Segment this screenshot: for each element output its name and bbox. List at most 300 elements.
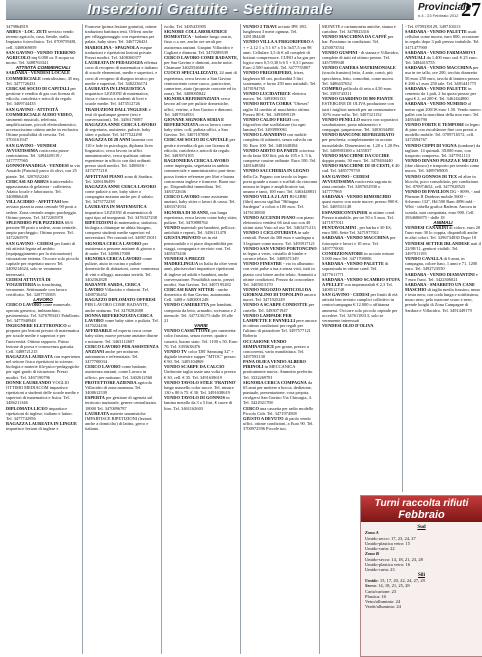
classified-ad	[85, 174, 159, 184]
classified-ad	[164, 225, 238, 235]
ad-headline: PENTAVOLMINI	[322, 225, 357, 231]
ad-headline: SAN GAVINO - VENDO TERRENO AGRICOLO	[6, 49, 76, 60]
classified-ad	[164, 210, 238, 225]
ad-headline: VENDO VILLA 2 LATI	[243, 194, 289, 200]
column-divider	[402, 24, 403, 492]
classified-ad	[322, 323, 400, 328]
ad-text: mq 6.000 ca. 8 acqua su morto. Tel. 3488763341	[6, 54, 74, 66]
ad-headline: VENDO LAMPADE PER LAMPETTE E PANNELLI	[243, 312, 296, 323]
classified-ad	[164, 194, 238, 209]
ad-headline: SARDARA - VENDO MACCHINA	[322, 235, 389, 241]
ad-headline: BADANTE SARDA, CERCA LAVORO	[85, 281, 141, 292]
classified-ad	[322, 34, 400, 49]
schedule-days: : 15, 17, 20, 22, 24, 27, 29	[377, 577, 425, 583]
classified-ad	[322, 50, 400, 65]
schedule-days: Umido-plastica vetro: 16	[365, 562, 410, 568]
ad-text: fruttivendolo appassionata di gelateria - caffetteria. Adatto locale e laboratorio. Tel. 3408866449	[6, 178, 73, 200]
ad-text: 24 anni di esperienza, cerca lavoro a San Gavino centrooriente come cuoco, pasticciere, cameriere, aiuto (proposte concrete ed in zona). Tel. 3408005842	[164, 70, 237, 97]
ad-headline: VENDO PENELLO	[322, 116, 360, 122]
ad-text: laureata con 110 e lode in psicologia, diploma liceo linguistico, cerca lavoro in uffici amministrativi, cerca qualsiasi ottime esperienze in ufficio con dati ordinati presso studi medici. Tel. 3488416 - 3473777218	[85, 137, 153, 174]
classified-ad	[243, 39, 317, 70]
schedule-days: Verde/alluminio: 24	[365, 604, 401, 610]
ad-text: esegue traduzioni e ripetizioni lezioni private. Prezzi modici. Tel. 3408360377	[85, 44, 153, 60]
ad-text: al metro ogni 200/1€ euro 1.50. Vendo nuovo pallet con la macchina della mia euro. Tel. 3485446790	[405, 101, 481, 122]
ad-text: in sale centrali. Prezzi da 300 euro e sardegna a 3 legature come nuovo. Tel. 3493917121	[243, 230, 315, 246]
classified-ad	[164, 349, 238, 364]
ad-text: per pescheria, completamente in acciaio inossidabile. Dimensioni m. 1,20 x 1.20 Per. Tel. 3408903300 o 3455037	[322, 137, 400, 153]
classified-ad	[164, 70, 238, 96]
classified-ad	[85, 380, 159, 395]
ad-text: impartisce lezioni di inglese e	[6, 426, 59, 432]
ad-headline: CERCASI AD ARBUS	[6, 178, 49, 184]
ad-text: per gestione e vendita di gas con licenza di edicola, cartoleria e articoli da regalo. Tel. 3409744435	[6, 85, 76, 107]
ad-text: rosticceria sagrata in zona centrale. Tel. 3487652930 o 347777965	[322, 178, 392, 194]
ad-text: per limiti di età attività legata ad ambito (equipaggiamento per la ristorazione) ristorazione esterna. Occorre solo piccolo capitale per rispettato nuovo Tel. 3409214624, solo se veramente interessati.	[6, 240, 80, 277]
ad-headline: DONNA REFERENZIATA CERCA LAVORO	[85, 312, 153, 323]
ad-text: in ottime cond. Prezzo trattabile, per tre 50 x 5 euro. Tel. 3471977011	[322, 209, 396, 225]
classified-ad	[6, 107, 80, 143]
ad-text: ivolto. Tel. 3485433905	[164, 24, 207, 29]
ad-headline: VENDO GUSPINI	[322, 49, 358, 55]
page-number: 27	[461, 0, 481, 21]
ad-headline: VENDO MACCHINE DA CUCIRE	[322, 152, 390, 158]
classified-ad	[164, 117, 238, 138]
ad-headline: VENDO SAN VENDO PORTONCINO	[243, 245, 317, 251]
ad-text: - badante luogo orario, fisso o a ore, anche ore serali per assistenza anziani. Guspini Villacidro e Cagliari e dintorni. Tel. 3470289339	[164, 34, 234, 55]
ad-text: lungo massello color nocce. Tel. misure 130 x 80 h 75. € 30. Tel. 3491638619	[164, 384, 234, 396]
ad-headline: RAGAZZA ANNE CERCA LAVORO	[85, 183, 157, 189]
ad-headline: VENDO FINESTRE	[243, 261, 282, 267]
ad-headline: ARBUS - LOC. ZETI	[6, 29, 47, 35]
classified-ad	[322, 65, 400, 86]
ad-text: in MECCANICA praticamente nuova. Ammetto preferito. Tel. 3332269781	[243, 364, 314, 380]
column-3	[164, 24, 238, 654]
classified-ad	[85, 24, 159, 45]
ad-text: "Obesez" taglia 34 cambio al maschietto ottimo. Prezzo 80 €. Tel. 3493899119	[243, 101, 311, 117]
ad-text: sciorissa in da fasia 300 litri, più da 105 e 3. 5 lt, comprese cassine ordinate. Euro 100. Tel. 3481648384	[243, 147, 317, 169]
schedule-days: : 14, 18, 21, 25, 28	[375, 583, 410, 589]
ad-text: per assistenza a persone anziane di giorno o di notte. Tel. 3488617000	[85, 240, 156, 256]
ad-headline: TRADUZIONI DALL'INGLESE	[85, 106, 148, 112]
ad-headline: VENDO LAVANDINO	[243, 132, 286, 138]
ad-headline: VENDO BOTTA CORBA	[243, 101, 292, 107]
ad-text: impartisce LEZIONI di matematica, fisica e chimica a studenti di licei e scuole medie. Tel. 3473512726	[85, 91, 149, 107]
classified-ad	[243, 380, 317, 406]
ad-headline: LAUREATA IN MATEMATICA	[85, 204, 147, 210]
ad-text: in legno a vetro, cristallo di bimbe e cornice telaio. Tel. 3408371349	[243, 250, 307, 262]
classified-ad	[322, 251, 400, 261]
classified-ad	[243, 215, 317, 230]
classified-ad	[243, 132, 317, 147]
ad-text: come assistente anziani, baby sitter o lavori di cassa. Tel. 3483374934	[164, 194, 236, 210]
section-heading: LAVORO	[33, 297, 53, 303]
ad-text: A + + 2,12 1 x 5 1 67 x 5 h 3x57,5 cm 98 anni. Cellulare 3,5 tlt € all completi di bottoni compressore. CUBO a ha gas per logico euro 0,5 0,30 h 6 5 + 0,3 l prezzo Euro 2.500 trattabili. Tel. 3477755807	[243, 39, 316, 71]
classified-ad	[243, 70, 317, 91]
ad-text: - vio in alluminio con vetri pulse a tua a senza visti, tutti in pianto così bitree anche telaio. Ammetti a ottime condizioni. Prezzo da concordare. Tel. 3405813170	[243, 261, 317, 287]
ad-text: Villacidro e dintorni. Tel. 3488736452	[85, 286, 149, 298]
column-5	[322, 24, 400, 490]
ad-headline: PROTETTORE AZIENDA	[85, 379, 137, 385]
classified-ad	[322, 163, 400, 173]
ad-headline: SARDARA - VENDO SCAMBIO STUFA A PELLET	[322, 276, 400, 287]
ad-text: BI-LIBRI (libri) ancora sigillati "Bilingua Sardegna" a colori a 100 euro. Tel. 3476130830	[243, 194, 307, 215]
ad-text: 60/4 persone 90 posti a sedere, zona centrale, ampio parcheggio. Ottimo prezzo. Tel. 3472265970	[6, 219, 77, 241]
ad-headline: VENDO CAMERETTA	[164, 302, 210, 308]
classified-ad	[243, 117, 317, 132]
ad-headline: SAN GAVINO - VENDESI AVVIATISSIMA	[6, 142, 57, 153]
classified-ad	[85, 204, 159, 219]
classified-ad	[85, 86, 159, 107]
classified-ad	[164, 29, 238, 55]
column-divider	[161, 24, 162, 654]
classified-ad	[6, 323, 80, 354]
classified-ad	[6, 406, 80, 421]
ad-text: con piano elettronico vendesi 66 tasti uso con 40 ottimi stato Vaso ad uso Tel. 3463471213	[243, 214, 316, 231]
ad-text: per cameretta: color frassino, senza rovere, quattro cassetti, buono stato. Tel. 1100 x 50. Euro 70. Tel. 3393638476	[164, 328, 238, 349]
classified-ad	[322, 194, 400, 209]
ad-text: pellicola di seta a 4,50 euro. Tel. 3393743311	[322, 85, 393, 97]
classified-ad	[243, 148, 317, 169]
turni-month: Febbraio	[398, 509, 445, 521]
ad-headline: SIGNORA REFERENZIATA	[164, 96, 220, 102]
classified-ad	[85, 328, 159, 343]
ad-text: effettua corsi di recupero di matematica e italiano di scuole elementari, medie e superiori, e corsi di recupero di disegno tecnico per medie e superiori. Tel. 3482236174	[85, 60, 158, 86]
classified-ad	[6, 354, 80, 380]
schedule-days: Umido-carta: 23	[365, 567, 395, 573]
ad-text: in acciaio misure 5.000 euro Tel. 3471700006	[322, 250, 395, 262]
classified-ad	[322, 153, 400, 163]
ad-text: per bar. Possiamo in condizioni. Tel. 3250073554	[322, 34, 394, 50]
classified-ad	[85, 282, 159, 297]
zone-heading: Sud	[417, 525, 426, 530]
ad-headline: SARDARA - VENDO DIAMANTINI	[405, 271, 475, 277]
ad-headline: VENDO TV	[164, 348, 187, 354]
classified-ad	[85, 297, 159, 312]
ad-headline: VENDESI OLIO D'OLIVA	[322, 323, 374, 329]
column-6	[405, 24, 481, 492]
classified-ad	[85, 364, 159, 379]
classified-ad	[322, 174, 400, 195]
classified-ad	[405, 50, 481, 65]
classified-ad	[322, 86, 400, 96]
ad-text: come pulizie, aiuto in cucina o pulizie domestiche di abitazioni, come commessa di vini e alloggi, massima serietà. Tel. 3402362828	[85, 256, 159, 282]
ad-text: - anche domestico di San Gavino, automunita. Cell. 3408 e 3483001248	[164, 286, 232, 303]
ad-text: anche notturno. Tel. 3478282688	[85, 307, 144, 313]
ad-text: da 1.400 euro cad. € 25 euro. Tel. 3484415755	[405, 54, 478, 66]
classified-ad	[6, 29, 80, 50]
schedule-label: Umido	[365, 577, 378, 583]
classified-ad	[322, 277, 400, 292]
ad-headline: SARDARA - SMARRITO UN CANE MASCHIO	[405, 281, 475, 292]
ad-headline: GIOVANE SIGNORA SERIA E REFERENZIATA	[164, 116, 225, 127]
classified-ad	[6, 143, 80, 164]
ad-headline: VILLACIDRO - AFFITTASI	[6, 199, 62, 205]
schedule-label: Zona B	[365, 551, 379, 557]
ad-headline: PANA OLIEA VENDO ALBERO PIRINOLI	[243, 359, 306, 370]
page-header	[0, 0, 482, 22]
schedule-days: Vetro/alluminio: 24	[365, 599, 401, 605]
ad-headline: VENDO CASSETTONE	[164, 328, 211, 334]
schedule-days: Umido-secco: 14, 18, 21, 23, 28	[365, 556, 423, 562]
ad-headline: VENDESI SETTER IRLANDESE	[405, 240, 470, 246]
classified-ad	[6, 421, 80, 431]
ad-headline: VENDESI CANARINI	[405, 225, 449, 231]
ad-text: per San Gavino e dintorni, anche notte. Chiamare 3402554660	[164, 60, 233, 71]
ad-text: con impermeabili € 2,3 Tel. 3408512748	[322, 281, 393, 292]
ad-headline: VENDO CAMERA MATRIMONIALE	[322, 65, 396, 71]
ad-headline: RAGAZZA ANNE CERCA LAVORO	[85, 121, 157, 127]
ad-text: € 40 cad. Tel. 3485779750	[322, 163, 400, 174]
ad-headline: MARIOLINA - SPAGNOLA	[85, 44, 140, 50]
ad-headline: DONNE LAUREANDO	[6, 379, 52, 385]
ad-text: materiali per bambini, pellicce, antichità e reperti, Tel. 3456111478	[164, 225, 236, 236]
section-heading: ANIMALI	[433, 219, 453, 225]
ad-text: materie umanistiche IMPARTISCE RIPETIZIONI	[85, 410, 146, 421]
ad-headline: SPLENDIDO PUB PIZZERIA	[6, 219, 64, 225]
classified-ad	[243, 339, 317, 360]
ad-text: con lunga esperienza, cerca lavoro come baby sitter, pulizie. Tel. 3470888764	[164, 209, 238, 225]
ad-text: e testi di qualunque genere (tesi e conversazioni). Tel. 3456170087	[85, 106, 151, 122]
ad-headline: SIGNORA CERCA LAVORO	[85, 256, 142, 262]
ad-headline: DIPLOMATA LICEO	[6, 405, 48, 411]
ad-text: VOGLIO OTTIMO MEDIACOM	[6, 379, 70, 390]
ad-text: frizer, larghezza 60 cm, profondità 5 litri scatenante, e forno 250 mm trattabili. Tel. 3478194765	[243, 70, 317, 91]
ad-headline: CERCO LAVORO COME BADANTE,	[164, 54, 238, 60]
classified-ad	[164, 380, 238, 395]
ad-text: come manovale, operaio generico, imbianchino, pavimentista. Tel. 3476789431 Pabillonis. Tel. 3477940948	[6, 302, 80, 323]
section-heading: ATTIVITÀ COMMERCIALI	[15, 65, 71, 71]
classified-ad	[322, 117, 400, 132]
ad-text: color 'DB' Samsung 32'' + digitale terrestre supper "MTOC" prezzo € 90. Tel. 3405104869	[164, 348, 236, 365]
classified-ad	[164, 364, 238, 379]
ad-headline: RAGAZZA LAUREATA	[6, 354, 53, 359]
ad-headline: VENDESI A PREZZI MADRELINGUA	[164, 256, 205, 267]
classified-ad	[85, 184, 159, 205]
classified-ad	[164, 302, 238, 323]
ad-headline: CERCO LAVORO	[6, 302, 42, 308]
ad-headline: LAUREATA IN PEDAGOGIA	[85, 60, 143, 66]
classified-ad	[85, 60, 159, 86]
ad-text: ancora nuovi. Tel. 3471925249	[243, 292, 316, 303]
schedule-days: Umido-plastica vetro: 15	[365, 540, 410, 546]
classified-ad	[405, 241, 481, 256]
ad-headline: SIGNORE COLLABORATRICE DOMESTICA	[164, 29, 228, 40]
ad-text: sei in età pensionabile e ti piace disponibilità per viaggi, compagnia e servizio vari. Tel. 3485373436	[164, 235, 233, 256]
ad-text: 3479864819	[6, 24, 28, 29]
turni-schedule	[365, 525, 478, 610]
classified-ad	[6, 86, 80, 107]
ad-text: (scuola frassino) letto, 4 ante, comò, più specchiera, letto, comodini, come nuova. Tel. 3486437652	[322, 70, 394, 86]
ad-headline: SARDARA - VENDESI LOCALE COMMERCIALE	[6, 70, 70, 81]
classified-ad	[6, 179, 80, 200]
schedule-days: Plastica: 16	[365, 593, 386, 599]
ad-text: per gestione di agenzia sul territorio nazionale, genere centralizzato. 18000 Tel. 3470896787	[85, 395, 158, 411]
ad-headline: VENDO GIARDINO DI 800 PIANTE	[322, 96, 394, 102]
ad-text: impartisce ripetizioni di inglese, italiano e latino. Tel. 3477742956	[6, 405, 73, 421]
schedule-label: Secco	[365, 583, 376, 589]
ad-headline: SARDARA - VENDO NUMERO	[405, 101, 467, 107]
ad-headline: SARDARA - VENDO RIMORCHIO	[322, 194, 392, 200]
ad-headline: VENDO SCARPE DA CALCIO	[164, 364, 225, 370]
ad-headline: VENDO FORTE E TEMPORE	[405, 121, 465, 127]
column-1	[6, 24, 80, 654]
classified-ad	[164, 328, 238, 349]
classified-ad	[405, 29, 481, 50]
classified-ad	[405, 272, 481, 282]
classified-ad	[405, 174, 481, 189]
ad-text: servizio vendo terreno agricolo, casa, fienile, stalla. Impianto fotovoltaico. Tel. 070975948l, cell. 3408069059	[6, 29, 77, 50]
classified-ad	[243, 302, 317, 312]
ad-text: ESTERGINE DI OLIVA produzione con tutti i migliori metodi per un consumatore 10/% euro-rollo. Tel. 3407321152	[322, 101, 396, 117]
ad-headline: GIUSTA PRIVATO	[164, 235, 201, 241]
schedule-days: Carta/cartone: 23	[365, 588, 397, 594]
classified-ad	[6, 50, 80, 65]
ad-headline: GIUSTO A DEVUTO	[243, 415, 284, 421]
ad-text: quasi nuovo con ruote nuove, prezzo 900 €. Tel. 3469311148	[322, 199, 399, 210]
ad-text: cerca lavoro ad ore per pulizie domestiche, uffici, vetrine, a San Gavino e dintorni. Tel. 3487034933	[164, 96, 233, 117]
ad-text: di 6 anni, in campagna, colore baio, 1 anni e 71. 1200 euro. Tel. 3492723550	[405, 256, 478, 272]
classified-ad	[85, 241, 159, 256]
ad-text: per usa in tre tallo, ore 200, torchio dianzetto 50 euro 250 euro, tavola di lamiera prezzo € 200 x1 euro 250 tale. Tel. 3481441775	[405, 65, 480, 86]
classified-ad	[243, 416, 317, 431]
classified-ad	[243, 261, 317, 287]
ad-text: di colore, euro 20 l'uno euro 30 lo coppia, disponibili anche in altri colori. Tel. 3296734830 Dopo 18	[405, 225, 481, 241]
classified-ad	[405, 189, 481, 220]
classified-ad	[164, 235, 238, 256]
ad-headline: SAN GAVINO - CEDESI AVVIATISSIMA	[322, 173, 370, 184]
ad-text: per grano, prezzo a concorrenti, vario manifattura. Tel. 3497593130	[243, 343, 309, 359]
ad-text: di taglia media frassino, muso e testa nera, con coda lunga e sottilissima, muso nero, pelo marrone scuro e nero, prende luoghi di Zona Campagne di Sardara e Villacidro. Tel. 3491449179	[405, 286, 481, 313]
classified-ad	[6, 163, 80, 178]
ad-text: di soprastrada in ottime cond. Tel. 3477611771	[322, 261, 389, 277]
ad-text: cerca lavoro come baby sitter, colf, pulizia uffici, a San Gavino. Tel. 3407107888	[164, 121, 232, 138]
classified-ad	[243, 406, 317, 416]
ad-text: come impiegata, segretaria in ambito commerciale e amministrativo part-time, possa fornire referenze per libri e buona conoscenza inglese e francese. Buon uso pc. Disponibilità immediata. Tel. 3483722636	[164, 163, 236, 194]
ad-text: in Italia da oltre venti anni, plurisecolari impartisce ripetizioni di inglese ad adulti e bambini, anche conversazione. Possibilità orario, prezzi modici. San Gavino. Tel. 3407195282	[164, 261, 238, 287]
ad-headline: AFFITTASI PIANO	[85, 173, 124, 179]
ad-headline: SIGNORA CERCA LAVORO	[85, 240, 142, 246]
classified-ad	[85, 220, 159, 241]
ad-text: si propone per lezioni private di matematica per scuole medie e superiori e per l'università. Ottimo rapporto. Primo lezione di prova e conoscenza gratuita. Cell. 3488721215	[6, 323, 80, 354]
classified-ad	[405, 86, 481, 101]
ad-text: per bambini, composta da letto, armadio, scrivania e 2 mensole. Tel. 3477236175 dalle 18 alle 21	[164, 302, 236, 323]
page-title: Inserzioni Gratuite - Settimanale	[87, 1, 333, 18]
classified-ad	[405, 143, 481, 158]
ad-headline: SAN GAVINO - CEDESI	[6, 240, 54, 246]
classified-ad	[405, 122, 481, 143]
ad-text: anche per notturne, automunita e referenziata. Tel. 3477700034	[85, 348, 139, 365]
classified-ad	[6, 277, 80, 298]
classified-ad	[322, 96, 400, 117]
ad-text: di matematica, statistica, biologia a chiunque ne abbia bisogno, compresi studenti medie superiori ed universitari. Per contatti tel. 3488715011	[85, 219, 158, 241]
ad-headline: VENDO DI PAVILION	[405, 189, 449, 194]
classified-ad	[243, 313, 317, 339]
column-4	[243, 24, 317, 654]
ad-headline: SARDARA - VENDO PALETTE	[405, 85, 467, 91]
ad-headline: RIPETIZIONI	[85, 219, 114, 225]
ad-headline: VENDO NEGOZIO ARTICOLI DA GIORNALINO DI TOPOLINO	[243, 286, 312, 298]
classified-ad	[164, 55, 238, 70]
classified-ad	[6, 199, 80, 220]
ad-headline: GONNOFANADIGA - VENDESI	[6, 163, 69, 169]
classified-ad	[243, 194, 317, 215]
section-heading: VARIE	[194, 323, 208, 329]
ad-text: agricola Villacidro di zona montana. Tel. 3408612539	[85, 379, 152, 396]
ad-text: ben avviato pizzeria zona centrale 90 posti a sedere. Zona centrale ampio parcheggio. Ottimo prezzo. Tel. 3472265970	[6, 199, 78, 220]
ad-text: in via Azuaido (Futuisti) parco di olivi, con 25 piante. Tel. 3207652240	[6, 163, 80, 179]
classified-ad	[322, 261, 400, 276]
classified-ad	[243, 91, 317, 101]
schedule-days: Umido secco: 17, 23, 24, 27	[365, 535, 416, 541]
schedule-days: Umido-carta: 22	[365, 546, 395, 552]
classified-ad	[85, 107, 159, 122]
ad-text: usati cellulari come nuova, euro 800, occasione in regalo dopo 3 pali prezzo trattabile. Tel. 3471477900	[405, 29, 480, 50]
ad-text: Francese (prima lezione gratuita), ottime traduzioni battitura testi. Offresi anche per villaggiomaggio con esperienza per palate, baby sitter. Tel. 3467726431	[85, 24, 157, 45]
classified-ad	[164, 96, 238, 117]
ad-text: (lezioni anche a domicilio) di latino, greco e italiano.	[85, 415, 152, 432]
column-divider	[82, 24, 83, 654]
ad-headline: CERCO LAVORO	[164, 194, 200, 200]
ad-headline: VENDO DIVANO PIAZZA E MEZZO	[405, 158, 479, 164]
ad-headline: CERCO	[243, 405, 259, 411]
ad-text: per fotocopie e lavori e 10 reco. Tel. 3497770001	[322, 235, 396, 251]
ad-headline: CERCASI BABY SITTER	[164, 286, 215, 292]
ad-headline: VENDO 1 CICLOTURISTA	[243, 230, 297, 236]
classified-ad	[85, 395, 159, 410]
classified-ad	[243, 246, 317, 261]
classified-ad	[243, 287, 317, 302]
ad-headline: ESPANDICONTAINER	[322, 209, 368, 215]
ad-headline: CERCO LAVORO	[85, 364, 121, 370]
ad-text: acciaio IPE 180, lunghezza 3 metri ognuna. Tel. 3281384448	[243, 24, 307, 40]
ad-headline: VENDO LUCIDATRICE	[243, 91, 291, 97]
classified-ad	[164, 158, 238, 194]
ad-headline: VENDO CAVALLA	[405, 256, 443, 262]
classified-ad	[85, 344, 159, 365]
ad-headline: LAUREATA IN LINGUISTICA	[85, 85, 146, 91]
ad-headline: RAGAZZO DIPLOMATO OFFRESI	[85, 297, 156, 303]
classified-ad	[85, 256, 159, 282]
ad-text: in franchising veramente. Settimanale con lavoro certificato. Tel. 3207735505	[6, 281, 67, 298]
ad-text: zona di Sardara. Tel. 3206186499	[85, 173, 153, 184]
ad-headline: VENDO MACCHINE DI 18 CESTI,	[322, 163, 391, 169]
classified-ad	[322, 292, 400, 323]
classified-ad	[405, 225, 481, 240]
zone-heading: Sili	[418, 572, 425, 578]
ad-text: per gestire rivendita di gas con licenza di edicola, cartoleria e articoli da regalo. Tel. 3483974105	[164, 137, 236, 158]
classified-ad	[85, 122, 159, 137]
ad-headline: VENDO VILLA A FRIGORIFERO	[243, 39, 310, 45]
ad-text: strumenti musicali, telefonia, amplificazione, piccoli elettrodomestici, accessorissimo ottimo anche in esclusiva Ottime possibilità di crescita. Tel. 3703161947	[6, 116, 78, 143]
schedule-row	[365, 604, 478, 609]
ad-headline: SIGNORA CERCA COMPAGNA	[243, 379, 307, 385]
classified-ad	[405, 256, 481, 271]
ad-text: , per barba e 30 ES, euro 500. Sette Tel. 3471977011	[322, 225, 392, 236]
ad-headline: RAGAZZA LAUREATA IN LINGUE	[6, 421, 77, 427]
ad-text: in legno di pino con riscaldatore fine con prezzi a modello mobile. Tel. 0709716572, cell. 3472594767	[405, 121, 480, 143]
ad-headline: VENDO CEPPI DI VIGNA	[405, 142, 457, 148]
ad-headline: VENDO MACCHINA DA CAFFÈ	[322, 34, 387, 40]
ad-text: ed altre in blocchi, poco consolidato, per condizione. Tel. 070974652, cell. 3477028525	[405, 173, 480, 189]
ad-headline: CERCO LAVORO PER ASSISTENZA ANZIANI	[85, 343, 159, 354]
ad-headline: VENDO BANCONE REFRIGERATO	[322, 132, 395, 138]
ad-text: di paolo vendo uffici, ottime condizioni, a Euro 90. Tel. 3700972596 Piccole tuo.	[243, 415, 314, 432]
ad-headline: OCCASIONE VENDO SEMINATRICE	[243, 338, 287, 349]
ad-text: MONETE e cartamoneta antiche, stanza e cartoline. Tel. 3478823316	[322, 24, 396, 35]
ad-headline: AFFIDABILE	[85, 328, 113, 334]
ad-text: con frigorifero due scaffalature (su ogni lamina) Tel. 3493990061	[243, 116, 306, 133]
ad-text: rosticceria pizza-centrisimina. Tel. 3494449119 / 3477777965	[6, 147, 70, 164]
